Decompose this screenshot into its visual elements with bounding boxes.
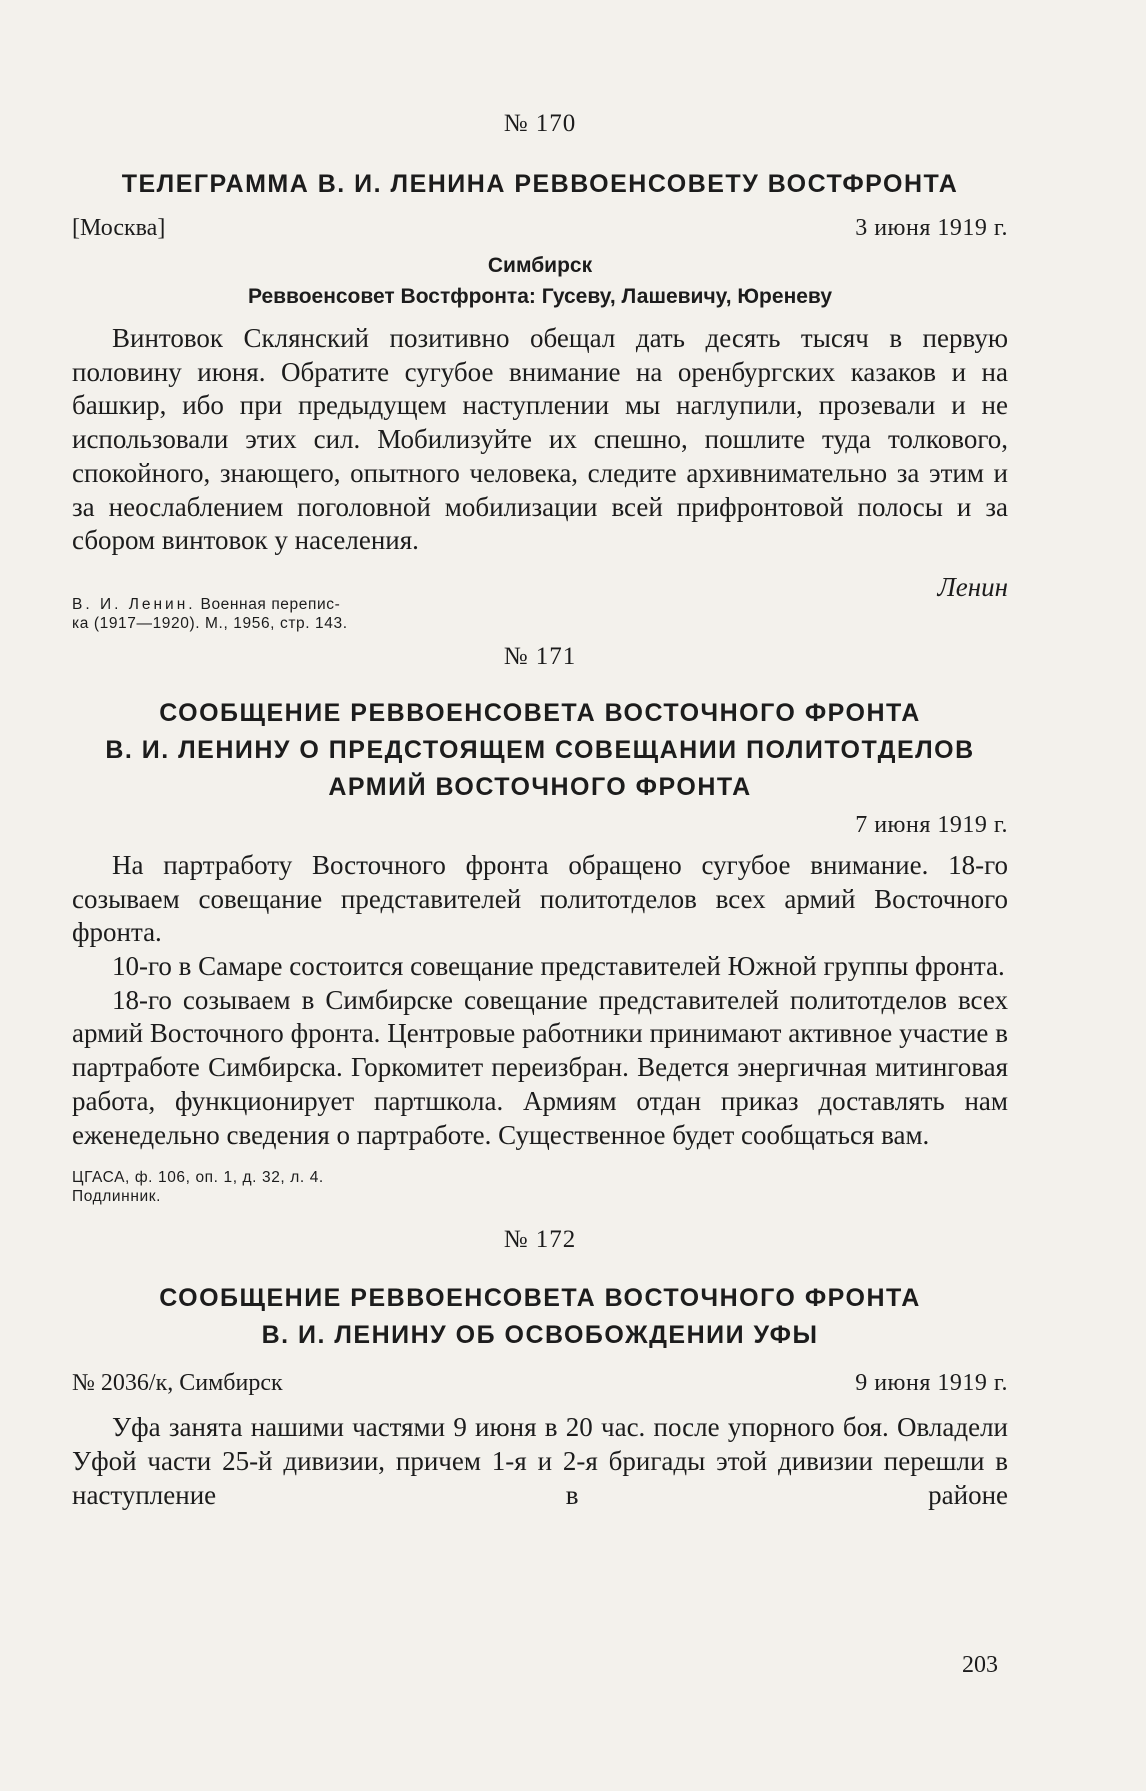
signature: Ленин <box>937 571 1008 602</box>
reference: № 2036/к, Симбирск <box>72 1370 283 1397</box>
source-note: ЦГАСА, ф. 106, оп. 1, д. 32, л. 4. Подлинник. <box>72 1169 324 1206</box>
date: 3 июня 1919 г. <box>855 215 1008 241</box>
place: [Москва] <box>72 215 166 241</box>
document-number: № 170 <box>503 110 577 137</box>
source-note: В. И. Ленин. Военная перепис- ка (1917—1920). М., 1956, стр. 143. <box>72 595 348 632</box>
document-number: № 171 <box>503 642 577 670</box>
document-title: ТЕЛЕГРАММА В. И. ЛЕНИНА РЕВВОЕНСОВЕТУ ВОСТФРОНТА <box>121 170 959 198</box>
document-172 <box>72 1226 1008 1512</box>
place-date-row <box>72 215 1008 242</box>
message-text: На партработу Восточного фронта обращено сугубое внимание. 18-го созываем совещание представителей политотделов всех армий Восточного фронта. 10-го в Самаре состоится совещание представителей Южной группы фронта. 18-го созываем в Симбирске совещание представителей политотделов всех армий Восточного фронта. Центровые работники принимают активное участие в партработе Симбирска. Горкомитет переизбран. Ведется энергичная митинговая работа, функционирует партшкола. Армиям отдан приказ доставлять нам еженедельно сведения о партработе. Существенное будет сообщаться вам. <box>72 849 1008 1150</box>
date: 7 июня 1919 г. <box>855 811 1008 838</box>
document-number: № 172 <box>503 1226 577 1254</box>
page-number: 203 <box>962 1652 998 1678</box>
addressee: Симбирск Реввоенсовет Востфронта: Гусеву, Лашевичу, Юреневу <box>247 254 832 308</box>
date: 9 июня 1919 г. <box>855 1370 1008 1397</box>
message-text: Уфа занята нашими частями 9 июня в 20 час. после упорного боя. Овладели Уфой части 25-й дивизии, причем 1-я и 2-я бригады этой дивизии перешли в наступление в районе <box>72 1412 1008 1510</box>
document-171 <box>72 643 1008 1206</box>
document-170 <box>72 110 1008 633</box>
document-title: СООБЩЕНИЕ РЕВВОЕНСОВЕТА ВОСТОЧНОГО ФРОНТА В. И. ЛЕНИНУ О ПРЕДСТОЯЩЕМ СОВЕЩАНИИ ПОЛИТОТДЕЛОВ АРМИЙ ВОСТОЧНОГО ФРОНТА <box>105 698 975 801</box>
document-title: СООБЩЕНИЕ РЕВВОЕНСОВЕТА ВОСТОЧНОГО ФРОНТА В. И. ЛЕНИНУ ОБ ОСВОБОЖДЕНИИ УФЫ <box>159 1284 921 1350</box>
telegram-text: Винтовок Склянский позитивно обещал дать десять тысяч в первую половину июня. Обратите сугубое внимание на оренбургских казаков и на башкир, ибо при предыдущем наступлении мы наглупили, прозевали и не использовали этих сил. Мобилизуйте их спешно, пошлите туда толкового, спокойного, знающего, опытного человека, следите архивнимательно за этим и за неослаблением поголовной мобилизации всей прифронтовой полосы и за сбором винтовок у населения. <box>72 323 1008 556</box>
page-content <box>72 110 1008 1512</box>
ref-date-row <box>72 1370 1008 1397</box>
